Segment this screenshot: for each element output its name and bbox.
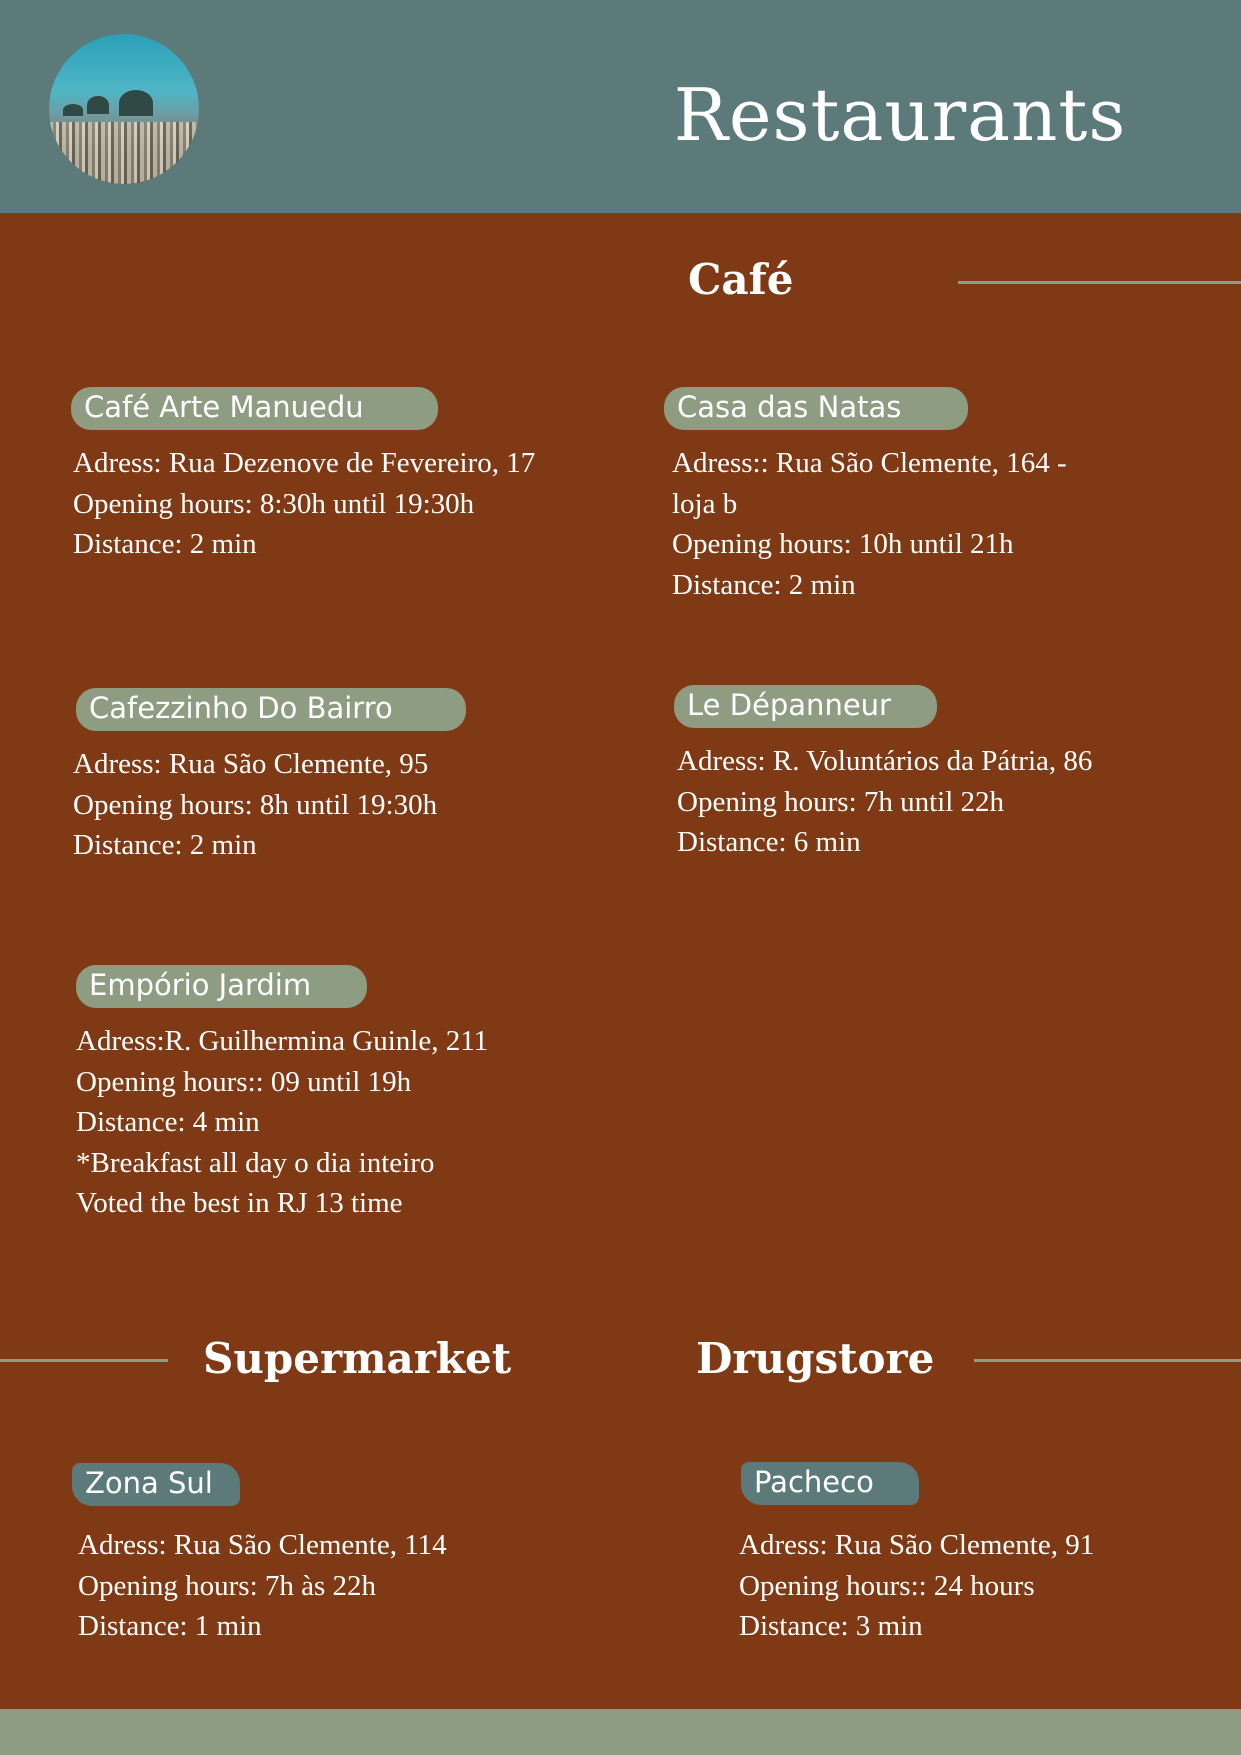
- section-title-cafe: Café: [688, 255, 794, 304]
- distance-text: Distance: 2 min: [73, 829, 257, 861]
- place-info-le-depanneur: [677, 741, 1092, 863]
- place-name-zona-sul: Zona Sul: [72, 1463, 240, 1506]
- place-info-cafe-arte-manuedu: [73, 443, 535, 565]
- address-text-continued: loja b: [672, 487, 738, 520]
- place-name-cafe-arte-manuedu: Café Arte Manuedu: [71, 387, 438, 430]
- place-info-casa-das-natas: [672, 443, 1067, 605]
- address-text: Adress: Rua São Clemente, 91: [739, 1529, 1095, 1561]
- distance-text: Distance: 4 min: [76, 1106, 260, 1138]
- address-text: Adress:: Rua São Clemente, 164 -: [672, 447, 1067, 479]
- header-bar: [0, 0, 1241, 213]
- opening-hours-text: Opening hours: 8h until 19:30h: [73, 788, 438, 821]
- section-divider: [958, 281, 1241, 284]
- opening-hours-text: Opening hours:: 24 hours: [739, 1569, 1035, 1602]
- note-text: *Breakfast all day o dia inteiro: [76, 1146, 435, 1179]
- distance-text: Distance: 1 min: [78, 1610, 262, 1642]
- place-name-le-depanneur: Le Dépanneur: [674, 685, 937, 728]
- section-title-supermarket: Supermarket: [203, 1334, 512, 1383]
- place-name-casa-das-natas: Casa das Natas: [664, 387, 968, 430]
- opening-hours-text: Opening hours: 10h until 21h: [672, 528, 1014, 560]
- distance-text: Distance: 6 min: [677, 826, 861, 858]
- opening-hours-text: Opening hours: 8:30h until 19:30h: [73, 487, 475, 520]
- footer-bar: [0, 1709, 1241, 1755]
- section-divider: [0, 1359, 168, 1362]
- rio-de-janeiro-photo: [49, 34, 199, 184]
- section-title-drugstore: Drugstore: [696, 1334, 935, 1383]
- place-info-zona-sul: [78, 1525, 447, 1647]
- address-text: Adress: Rua São Clemente, 95: [73, 748, 429, 780]
- opening-hours-text: Opening hours:: 09 until 19h: [76, 1065, 412, 1098]
- place-info-pacheco: [739, 1525, 1094, 1647]
- place-info-emporio-jardim: [76, 1021, 488, 1224]
- section-divider: [974, 1359, 1241, 1362]
- address-text: Adress: R. Voluntários da Pátria, 86: [677, 745, 1093, 777]
- award-text: Voted the best in RJ 13 time: [76, 1187, 403, 1219]
- place-name-cafezzinho-do-bairro: Cafezzinho Do Bairro: [76, 688, 466, 731]
- opening-hours-text: Opening hours: 7h until 22h: [677, 785, 1005, 818]
- distance-text: Distance: 3 min: [739, 1610, 923, 1642]
- place-info-cafezzinho-do-bairro: [73, 744, 437, 866]
- place-name-emporio-jardim: Empório Jardim: [76, 965, 367, 1008]
- distance-text: Distance: 2 min: [672, 568, 856, 601]
- page-title: Restaurants: [673, 73, 1127, 157]
- address-text: Adress:R. Guilhermina Guinle, 211: [76, 1025, 489, 1057]
- opening-hours-text: Opening hours: 7h às 22h: [78, 1569, 377, 1602]
- place-name-pacheco: Pacheco: [741, 1462, 919, 1505]
- address-text: Adress: Rua São Clemente, 114: [78, 1529, 447, 1561]
- distance-text: Distance: 2 min: [73, 528, 257, 560]
- address-text: Adress: Rua Dezenove de Fevereiro, 17: [73, 447, 536, 479]
